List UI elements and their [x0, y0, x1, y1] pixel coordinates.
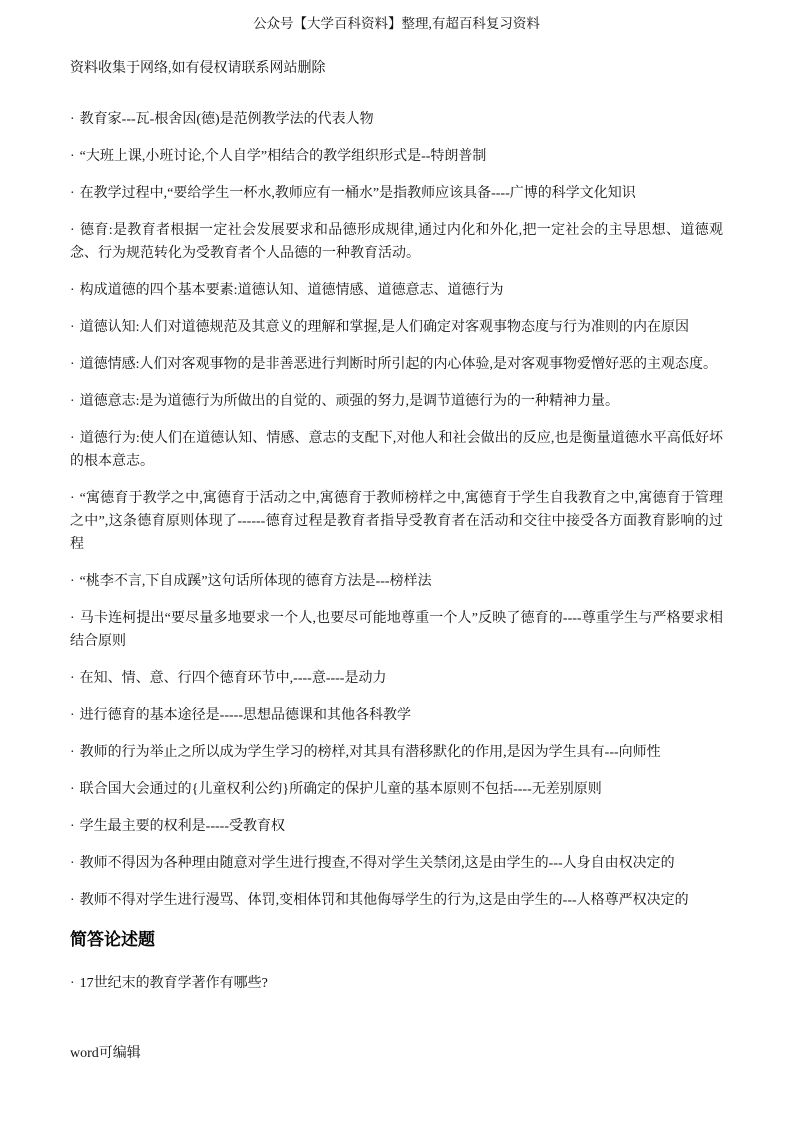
list-item: [70, 607, 723, 653]
list-item-text: “桃李不言,下自成蹊”这句话所体现的德育方法是---榜样法: [79, 574, 432, 589]
list-item: [70, 778, 723, 801]
bullet-marker: ·: [70, 782, 75, 797]
bullet-marker: ·: [70, 574, 75, 589]
list-item: [70, 219, 723, 265]
bullet-marker: ·: [70, 223, 75, 238]
list-item-text: 学生最主要的权利是-----受教育权: [79, 819, 285, 834]
list-item-text: 教师不得对学生进行漫骂、体罚,变相体罚和其他侮辱学生的行为,这是由学生的---人格尊严权决定的: [79, 893, 689, 908]
list-item-text: 17世纪末的教育学著作有哪些?: [79, 976, 268, 991]
list-item: [70, 279, 723, 302]
bullet-marker: ·: [70, 431, 75, 446]
bullet-marker: ·: [70, 708, 75, 723]
list-item: [70, 741, 723, 764]
bullet-marker: ·: [70, 112, 75, 127]
list-item: [70, 353, 723, 376]
list-item: [70, 889, 723, 912]
bullet-marker: ·: [70, 149, 75, 164]
notes-bullet-list: [70, 108, 723, 912]
list-item-text: “寓德育于教学之中,寓德育于活动之中,寓德育于教师榜样之中,寓德育于学生自我教育之中,寓德育于管理之中”,这条德育原则体现了------德育过程是教育者指导受教育者在活动和交往中接受各方面教育影响的过程: [70, 491, 723, 552]
list-item: [70, 108, 723, 131]
list-item-text: 马卡连柯提出“要尽量多地要求一个人,也要尽可能地尊重一个人”反映了德育的----尊重学生与严格要求相结合原则: [70, 611, 723, 649]
bullet-marker: ·: [70, 671, 75, 686]
list-item-text: 联合国大会通过的{儿童权利公约}所确定的保护儿童的基本原则不包括----无差别原则: [79, 782, 602, 797]
list-item-text: 道德情感:人们对客观事物的是非善恶进行判断时所引起的内心体验,是对客观事物爱憎好恶的主观态度。: [79, 357, 718, 372]
bullet-marker: ·: [70, 357, 75, 372]
list-item-text: 道德意志:是为道德行为所做出的自觉的、顽强的努力,是调节道德行为的一种精神力量。: [79, 394, 620, 409]
intro-line: 资料收集于网络,如有侵权请联系网站删除: [70, 61, 326, 76]
list-item: [70, 570, 723, 593]
list-item-text: 构成道德的四个基本要素:道德认知、道德情感、道德意志、道德行为: [79, 283, 504, 298]
list-item-text: 教师不得因为各种理由随意对学生进行搜查,不得对学生关禁闭,这是由学生的---人身自由权决定的: [79, 856, 675, 871]
list-item: [70, 815, 723, 838]
list-item: [70, 704, 723, 727]
question-bullet-list: [70, 972, 723, 995]
bullet-marker: ·: [70, 491, 75, 506]
list-item-text: “大班上课,小班讨论,个人自学”相结合的教学组织形式是--特朗普制: [79, 149, 487, 164]
bullet-marker: ·: [70, 186, 75, 201]
bullet-marker: ·: [70, 320, 75, 335]
list-item: [70, 667, 723, 690]
list-item: [70, 972, 723, 995]
list-item-text: 道德认知:人们对道德规范及其意义的理解和掌握,是人们确定对客观事物态度与行为准则的内在原因: [79, 320, 690, 335]
list-item-text: 在教学过程中,“要给学生一杯水,教师应有一桶水”是指教师应该具备----广博的科学文化知识: [79, 186, 636, 201]
document-header: 公众号【大学百科资料】整理,有超百科复习资料: [253, 16, 540, 31]
bullet-marker: ·: [70, 611, 75, 626]
list-item: [70, 487, 723, 556]
bullet-marker: ·: [70, 893, 75, 908]
list-item-text: 道德行为:使人们在道德认知、情感、意志的支配下,对他人和社会做出的反应,也是衡量道德水平高低好坏的根本意志。: [70, 431, 723, 469]
bullet-marker: ·: [70, 819, 75, 834]
list-item: [70, 182, 723, 205]
list-item-text: 教育家---瓦-根舍因(德)是范例教学法的代表人物: [79, 112, 374, 127]
list-item: [70, 316, 723, 339]
section-heading: 简答论述题: [70, 930, 155, 949]
list-item-text: 在知、情、意、行四个德育环节中,----意----是动力: [79, 671, 387, 686]
list-item-text: 德育:是教育者根据一定社会发展要求和品德形成规律,通过内化和外化,把一定社会的主导思想、道德观念、行为规范转化为受教育者个人品德的一种教育活动。: [70, 223, 723, 261]
list-item-text: 进行德育的基本途径是-----思想品德课和其他各科教学: [79, 708, 411, 723]
bullet-marker: ·: [70, 283, 75, 298]
list-item: [70, 427, 723, 473]
bullet-marker: ·: [70, 394, 75, 409]
list-item: [70, 852, 723, 875]
bullet-marker: ·: [70, 976, 75, 991]
bullet-marker: ·: [70, 745, 75, 760]
footer-note: word可编辑: [70, 1046, 141, 1061]
list-item-text: 教师的行为举止之所以成为学生学习的榜样,对其具有潜移默化的作用,是因为学生具有---向师性: [79, 745, 661, 760]
list-item: [70, 390, 723, 413]
bullet-marker: ·: [70, 856, 75, 871]
list-item: [70, 145, 723, 168]
